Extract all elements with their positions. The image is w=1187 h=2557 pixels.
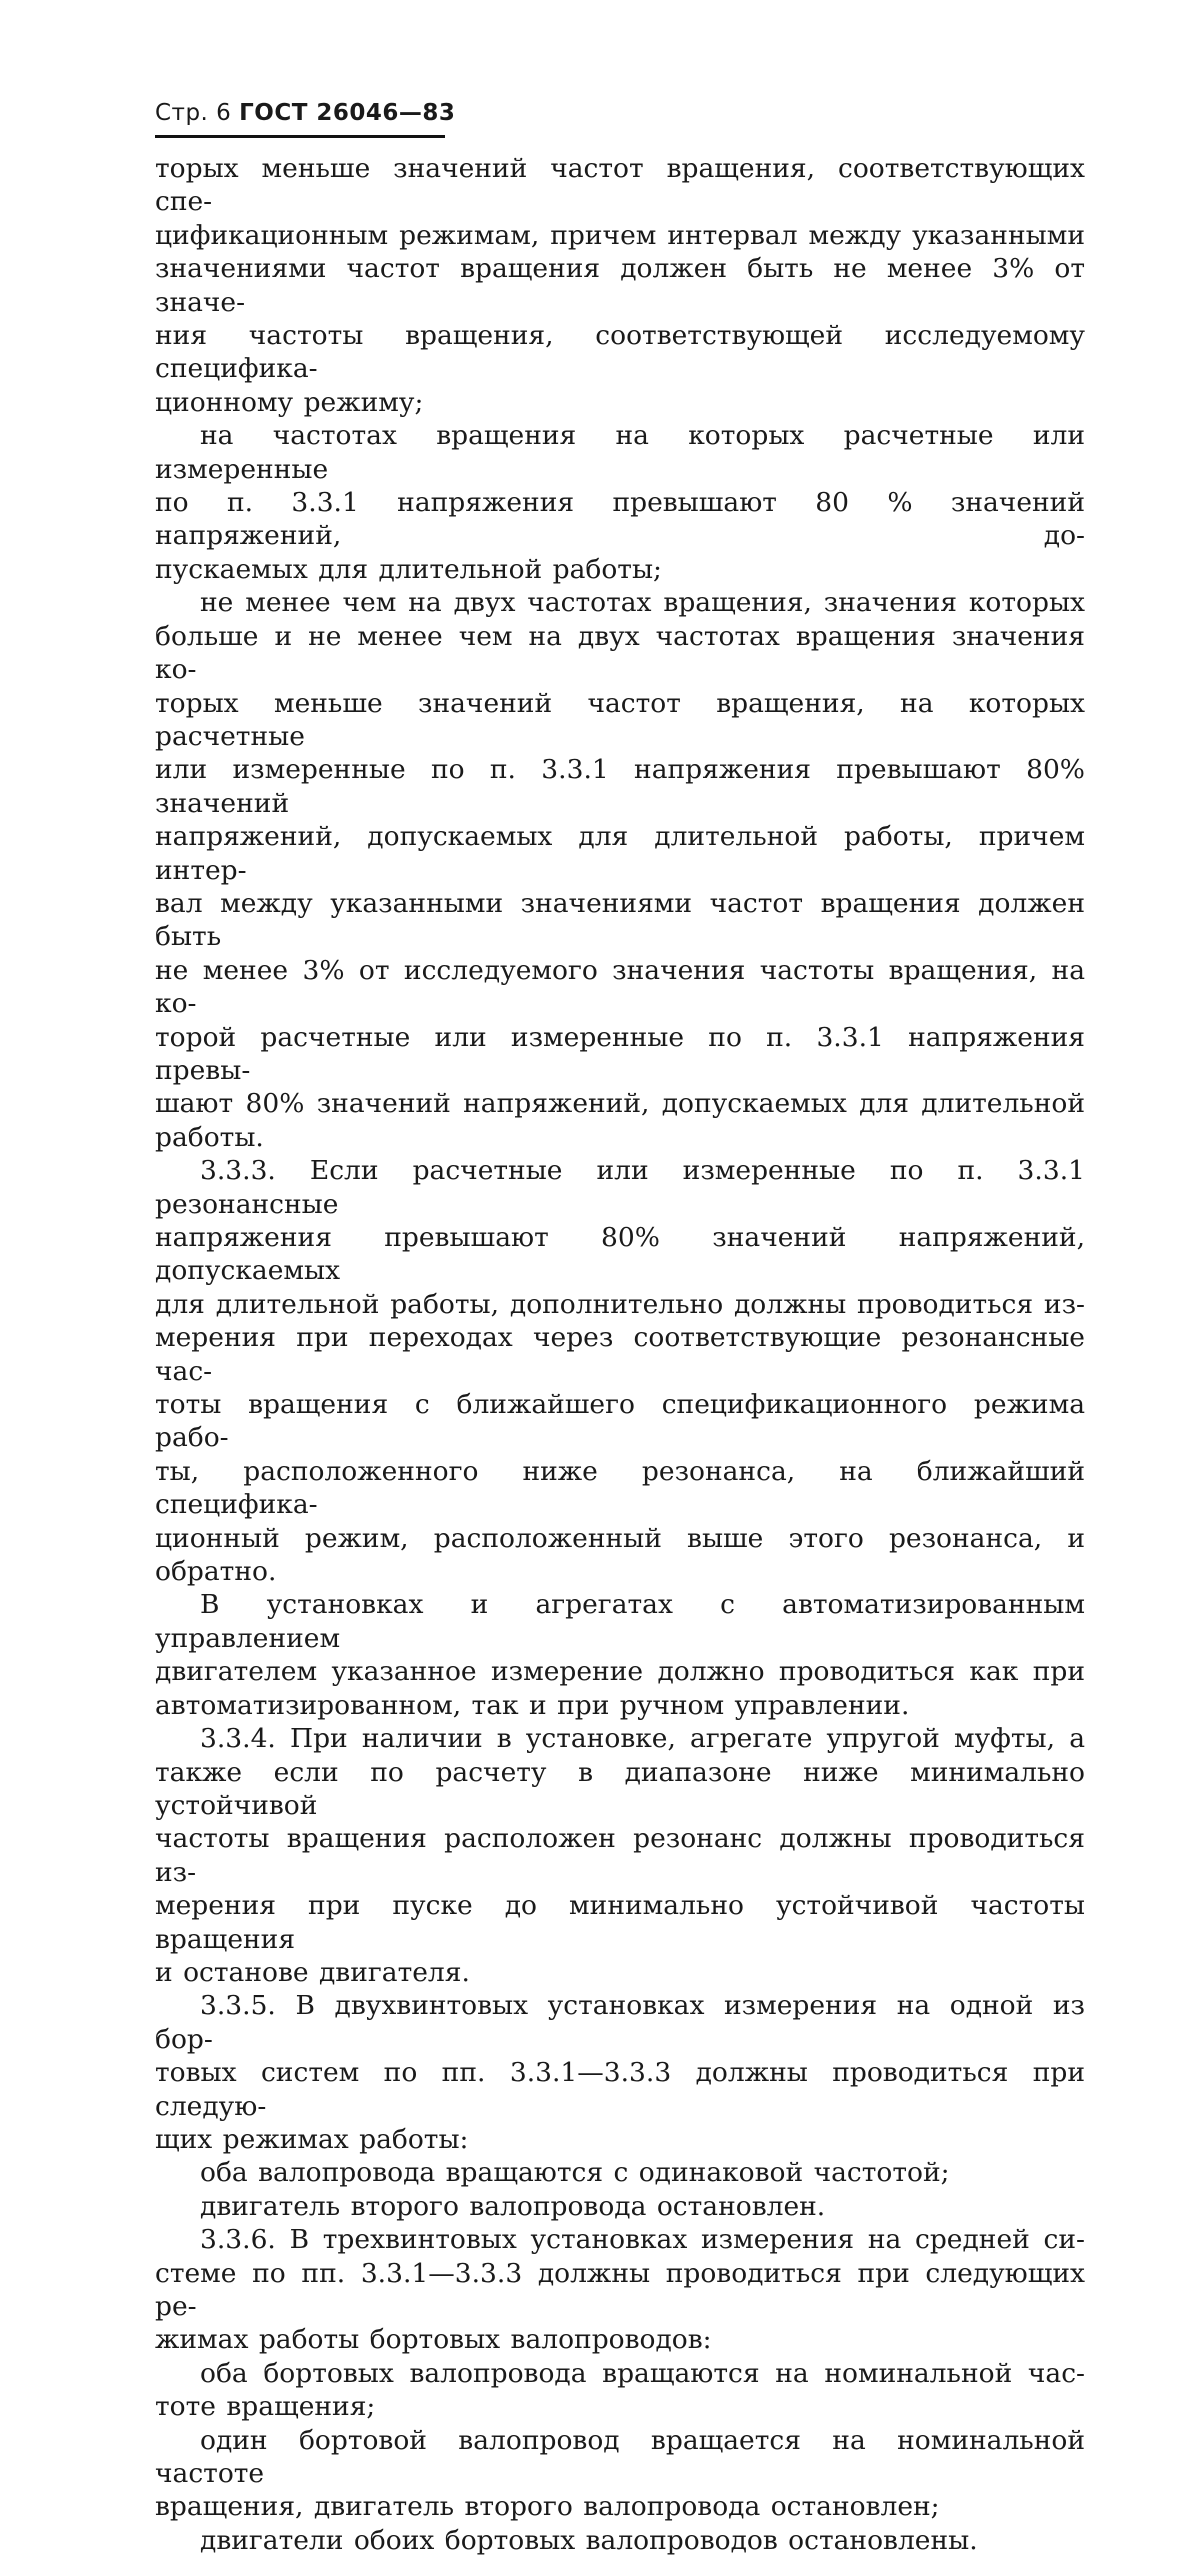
text-line: оба бортовых валопровода вращаются на номинальной час- (200, 2357, 1085, 2389)
page-number: Стр. 6 (155, 100, 232, 126)
page-header (155, 100, 455, 126)
text-line: также если по расчету в диапазоне ниже минимально устойчивой (155, 1756, 1085, 1821)
text-line: щих режимах работы: (155, 2123, 469, 2155)
text-line: двигателем указанное измерение должно проводиться как при (155, 1656, 1085, 1688)
text-line: мерения при пуске до минимально устойчивой частоты вращения (155, 1890, 1085, 1955)
text-line: ты, расположенного ниже резонанса, на ближайший специфика- (155, 1455, 1085, 1521)
text-line: 3.3.3. Если расчетные или измеренные по п. 3.3.1 резонансные (155, 1155, 1085, 1220)
text-line: стеме по пп. 3.3.1—3.3.3 должны проводиться при следующих ре- (155, 2257, 1085, 2322)
text-line: на частотах вращения на которых расчетные или измеренные (155, 420, 1085, 485)
text-line: для длительной работы, дополнительно должны проводиться из- (155, 1288, 1085, 1320)
text-line: вращения, двигатель второго валопровода остановлен; (155, 2491, 940, 2523)
text-line: больше и не менее чем на двух частотах вращения значения ко- (155, 620, 1085, 686)
text-line: ционный режим, расположенный выше этого резонанса, и обратно. (155, 1522, 1085, 1588)
text-line: 3.3.4. При наличии в установке, агрегате упругой муфты, а (200, 1723, 1085, 1755)
text-line: цификационным режимам, причем интервал между указанными (155, 219, 1085, 251)
text-line: торой расчетные или измеренные по п. 3.3.1 напряжения превы- (155, 1021, 1085, 1086)
text-line: по п. 3.3.1 напряжения превышают 80 % значений напряжений, до- (155, 487, 1085, 552)
text-line: частоты вращения расположен резонанс должны проводиться из- (155, 1823, 1085, 1888)
text-line: шают 80% значений напряжений, допускаемых для длительной (155, 1088, 1085, 1120)
text-line: значениями частот вращения должен быть не менее 3% от значе- (155, 253, 1085, 318)
text-line: вал между указанными значениями частот вращения должен быть (155, 887, 1085, 953)
text-line: двигатели обоих бортовых валопроводов остановлены. (200, 2524, 978, 2556)
text-line: или измеренные по п. 3.3.1 напряжения превышают 80% значений (155, 754, 1085, 819)
text-line: пускаемых для длительной работы; (155, 553, 662, 585)
text-line: не менее чем на двух частотах вращения, значения которых (200, 587, 1085, 619)
text-line: напряжений, допускаемых для длительной работы, причем интер- (155, 821, 1085, 886)
text-line: В установках и агрегатах с автоматизированным управлением (155, 1589, 1085, 1654)
text-line: 3.3.5. В двухвинтовых установках измерения на одной из бор- (155, 1990, 1085, 2055)
text-line: торых меньше значений частот вращения, на которых расчетные (155, 687, 1085, 752)
document-body (155, 152, 1085, 2557)
text-line: автоматизированном, так и при ручном управлении. (155, 1689, 910, 1721)
text-line: тоте вращения; (155, 2391, 376, 2423)
text-line: ния частоты вращения, соответствующей исследуемому специфика- (155, 320, 1085, 385)
text-line: двигатель второго валопровода остановлен. (200, 2190, 826, 2222)
text-line: один бортовой валопровод вращается на номинальной частоте (155, 2424, 1085, 2490)
text-line: напряжения превышают 80% значений напряжений, допускаемых (155, 1222, 1085, 1287)
text-line: 3.3.6. В трехвинтовых установках измерения на средней си- (200, 2224, 1085, 2256)
text-line: мерения при переходах через соответствующие резонансные час- (155, 1322, 1085, 1387)
text-line: и останове двигателя. (155, 1956, 470, 1988)
text-line: оба валопровода вращаются с одинаковой частотой; (200, 2157, 950, 2189)
text-line: жимах работы бортовых валопроводов: (155, 2324, 712, 2356)
standard-designation: ГОСТ 26046—83 (239, 100, 456, 126)
text-line: товых систем по пп. 3.3.1—3.3.3 должны проводиться при следую- (155, 2057, 1085, 2122)
text-line: работы. (155, 1121, 264, 1153)
text-line: тоты вращения с ближайшего спецификационного режима рабо- (155, 1389, 1085, 1454)
text-line: торых меньше значений частот вращения, соответствующих спе- (155, 153, 1085, 218)
header-rule (155, 135, 445, 138)
text-line: ционному режиму; (155, 386, 424, 418)
text-line: не менее 3% от исследуемого значения частоты вращения, на ко- (155, 954, 1085, 1020)
